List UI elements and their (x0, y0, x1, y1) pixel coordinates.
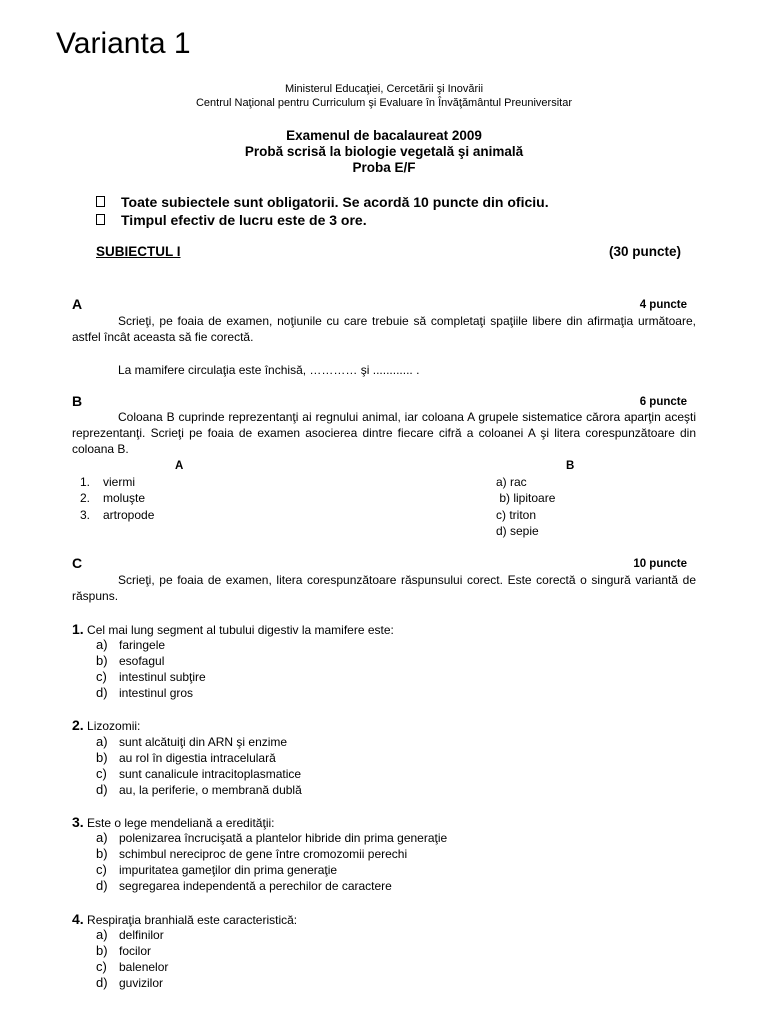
section-a-points: 4 puncte (639, 299, 687, 311)
item-number: 2. (80, 491, 91, 505)
option-text: sunt canalicule intracitoplasmatice (119, 767, 302, 781)
option-label: d) (96, 782, 108, 797)
option-text: delfinilor (119, 928, 164, 942)
option-text: balenelor (119, 960, 169, 974)
section-b-letter: B (72, 393, 83, 409)
item-number: 3. (80, 508, 91, 522)
option-label: a) (96, 830, 108, 845)
column-a-item-text: viermi (103, 475, 135, 489)
section-b-instruction: Coloana B cuprinde reprezentanţi ai regnului animal, iar coloana A grupele sistematice cărora aparţin aceşti reprezentanţi. Scrieţi pe foaia de examen asocierea dintre fiecare cifră a coloanei A şi litera corespunzătoare din coloana B. (72, 410, 696, 456)
question-text: Lizozomii: (87, 719, 141, 733)
option-text: au, la periferie, o membrană dublă (119, 783, 302, 797)
answer-option (96, 766, 301, 782)
answer-option (96, 846, 407, 862)
option-text: impuritatea gameţilor din prima generaţie (119, 863, 338, 877)
column-a-header: A (175, 460, 184, 472)
column-a-item (80, 507, 90, 523)
answer-option (96, 750, 276, 766)
rule-item (96, 193, 549, 211)
column-a-item (80, 474, 90, 490)
option-text: guvizilor (119, 976, 164, 990)
option-text: esofagul (119, 654, 165, 668)
answer-option (96, 782, 302, 798)
column-b-header: B (566, 460, 575, 472)
option-label: b) (96, 750, 108, 765)
section-a-statement: La mamifere circulaţia este închisă, ………… şi ............ . (118, 363, 420, 377)
column-b-item: a) rac (496, 475, 527, 489)
question (72, 621, 394, 638)
question-text: Cel mai lung segment al tubului digestiv la mamifere este: (87, 623, 394, 637)
option-text: polenizarea încrucişată a plantelor hibride din prima generaţie (119, 831, 448, 845)
exam-proba: Proba E/F (352, 160, 416, 175)
answer-option (96, 734, 287, 750)
ministry-name: Ministerul Educaţiei, Cercetării şi Inovării (284, 83, 484, 95)
section-b-points: 6 puncte (639, 396, 687, 408)
option-label: c) (96, 862, 107, 877)
section-a-letter: A (72, 296, 83, 312)
rule-text: Toate subiectele sunt obligatorii. Se acordă 10 puncte din oficiu. (121, 194, 549, 210)
center-name: Centrul Naţional pentru Curriculum şi Evaluare în Învăţământul Preuniversitar (195, 97, 572, 109)
option-label: d) (96, 878, 108, 893)
question (72, 717, 140, 734)
column-a-item (80, 490, 90, 506)
option-label: a) (96, 734, 108, 749)
option-text: intestinul gros (119, 686, 194, 700)
section-a-instruction: Scrieţi, pe foaia de examen, noţiunile cu care trebuie să completaţi spaţiile libere din afirmaţia următoare, astfel încât aceasta să fie corectă. (72, 314, 696, 344)
option-label: a) (96, 927, 108, 942)
option-text: segregarea independentă a perechilor de caractere (119, 879, 392, 893)
option-label: b) (96, 943, 108, 958)
column-a-item-text: artropode (103, 508, 155, 522)
question-number: 1. (72, 621, 84, 637)
section-c-letter: C (72, 555, 83, 571)
question-number: 2. (72, 717, 84, 733)
option-label: b) (96, 653, 108, 668)
section-c-instruction: Scrieţi, pe foaia de examen, litera corespunzătoare răspunsului corect. Este corectă o singură variantă de răspuns. (72, 573, 696, 603)
option-text: sunt alcătuiţi din ARN şi enzime (119, 735, 288, 749)
subject-title: SUBIECTUL I (96, 244, 181, 259)
exam-subject: Probă scrisă la biologie vegetală şi animală (244, 144, 524, 159)
option-label: c) (96, 959, 107, 974)
exam-title: Examenul de bacalaureat 2009 (286, 128, 482, 143)
section-c-points: 10 puncte (633, 558, 687, 570)
answer-option (96, 830, 447, 846)
rule-item (96, 211, 367, 229)
answer-option (96, 685, 193, 701)
question-number: 3. (72, 814, 84, 830)
question (72, 911, 297, 928)
question-text: Este o lege mendeliană a eredităţii: (87, 816, 275, 830)
answer-option (96, 878, 392, 894)
checkbox-icon (96, 214, 105, 225)
subject-points: (30 puncte) (608, 244, 681, 259)
option-text: au rol în digestia intracelulară (119, 751, 276, 765)
answer-option (96, 927, 164, 943)
option-text: focilor (119, 944, 152, 958)
answer-option (96, 975, 163, 991)
option-label: c) (96, 669, 107, 684)
option-label: b) (96, 846, 108, 861)
column-b-item: d) sepie (496, 524, 539, 538)
option-label: c) (96, 766, 107, 781)
page-title: Varianta 1 (56, 27, 191, 60)
column-b-item: c) triton (496, 508, 537, 522)
rule-text: Timpul efectiv de lucru este de 3 ore. (121, 212, 367, 228)
question-number: 4. (72, 911, 84, 927)
option-label: d) (96, 975, 108, 990)
answer-option (96, 637, 165, 653)
answer-option (96, 653, 164, 669)
option-text: faringele (119, 638, 166, 652)
answer-option (96, 862, 337, 878)
answer-option (96, 943, 151, 959)
answer-option (96, 669, 206, 685)
checkbox-icon (96, 196, 105, 207)
option-text: intestinul subţire (119, 670, 206, 684)
answer-option (96, 959, 168, 975)
question (72, 814, 274, 831)
option-label: d) (96, 685, 108, 700)
question-text: Respiraţia branhială este caracteristică: (87, 913, 298, 927)
option-text: schimbul nereciproc de gene între cromozomii perechi (119, 847, 408, 861)
column-b-item: b) lipitoare (496, 491, 556, 505)
subject-heading (96, 244, 681, 260)
option-label: a) (96, 637, 108, 652)
item-number: 1. (80, 475, 91, 489)
column-a-item-text: moluşte (103, 491, 146, 505)
